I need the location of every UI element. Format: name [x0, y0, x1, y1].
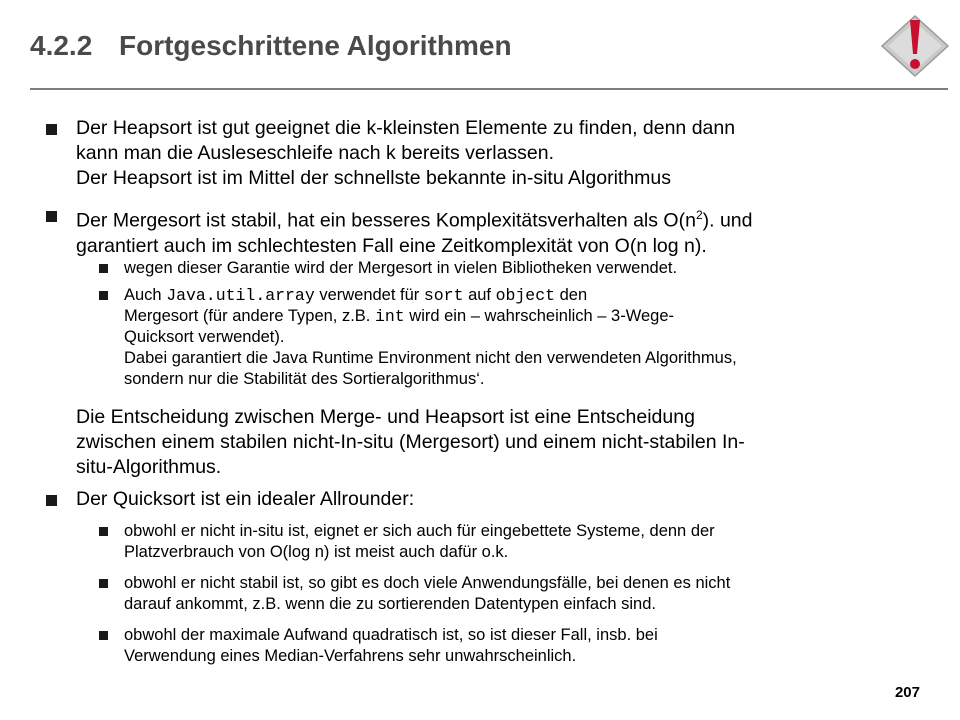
page-number: 207 [894, 684, 920, 701]
text-line: kann man die Ausleseschleife nach k bereits verlassen. [76, 142, 555, 164]
text-line: garantiert auch im schlechtesten Fall eine Zeitkomplexität von O(n log n). [76, 234, 707, 257]
text-line: situ-Algorithmus. [76, 456, 222, 478]
code-snippet: Java.util.array [166, 286, 315, 305]
sub-bullet-guarantee [124, 258, 924, 279]
text-line: Auch Java.util.array verwendet für sort auf object den [124, 286, 588, 305]
sub-bullet-marker [99, 631, 108, 640]
sub-bullet-marker [99, 579, 108, 588]
text-line: Der Quicksort ist ein idealer Allrounder: [76, 488, 415, 510]
sub-bullet-marker [99, 291, 108, 300]
text-line: Der Heapsort ist gut geeignet die k-kleinsten Elemente zu finden, denn dann [76, 117, 736, 139]
slide-title: Fortgeschrittene Algorithmen [119, 30, 512, 61]
bullet-marker [46, 124, 57, 135]
decision-paragraph [76, 405, 921, 480]
sub-bullet-in-situ [124, 521, 924, 563]
section-number: 4.2.2 [30, 30, 93, 61]
text-line: Mergesort (für andere Typen, z.B. int wird ein – wahrscheinlich – 3-Wege- [124, 307, 675, 326]
code-snippet: sort [423, 286, 464, 305]
text-line: obwohl er nicht in-situ ist, eignet er sich auch für eingebettete Systeme, denn der [124, 522, 715, 540]
sub-bullet-marker [99, 527, 108, 536]
sub-bullet-java-array [124, 285, 924, 390]
text-line: Der Heapsort ist im Mittel der schnellste bekannte in-situ Algorithmus [76, 167, 671, 189]
text-line: zwischen einem stabilen nicht-In-situ (Mergesort) und einem nicht-stabilen In- [76, 431, 745, 453]
bullet-quicksort [76, 487, 921, 512]
bullet-marker [46, 495, 57, 506]
text-line: Quicksort verwendet). [124, 328, 285, 346]
text-line: Verwendung eines Median-Verfahrens sehr unwahrscheinlich. [124, 647, 577, 665]
code-snippet: object [495, 286, 556, 305]
text-line: Die Entscheidung zwischen Merge- und Heapsort ist eine Entscheidung [76, 406, 695, 428]
bullet-mergesort [76, 203, 921, 259]
text-line: obwohl der maximale Aufwand quadratisch ist, so ist dieser Fall, insb. bei [124, 626, 658, 644]
text-line: darauf ankommt, z.B. wenn die zu sortierenden Datentypen einfach sind. [124, 595, 656, 613]
sub-bullet-marker [99, 264, 108, 273]
text-line: wegen dieser Garantie wird der Mergesort in vielen Bibliotheken verwendet. [124, 259, 678, 277]
bullet-heapsort [76, 116, 921, 191]
text-line: obwohl er nicht stabil ist, so gibt es doch viele Anwendungsfälle, bei denen es nicht [124, 574, 731, 592]
text-line: sondern nur die Stabilität des Sortieralgorithmus‘. [124, 370, 485, 388]
text-line: Platzverbrauch von O(log n) ist meist auch dafür o.k. [124, 543, 509, 561]
text-line: Dabei garantiert die Java Runtime Environment nicht den verwendeten Algorithmus, [124, 349, 737, 367]
text-line: Der Mergesort ist stabil, hat ein besseres Komplexitätsverhalten als $O(n^2)$. und [76, 208, 753, 232]
sub-bullet-stable [124, 573, 924, 615]
sub-bullet-quadratic [124, 625, 924, 667]
code-snippet: int [374, 307, 405, 326]
bullet-marker [46, 211, 57, 222]
